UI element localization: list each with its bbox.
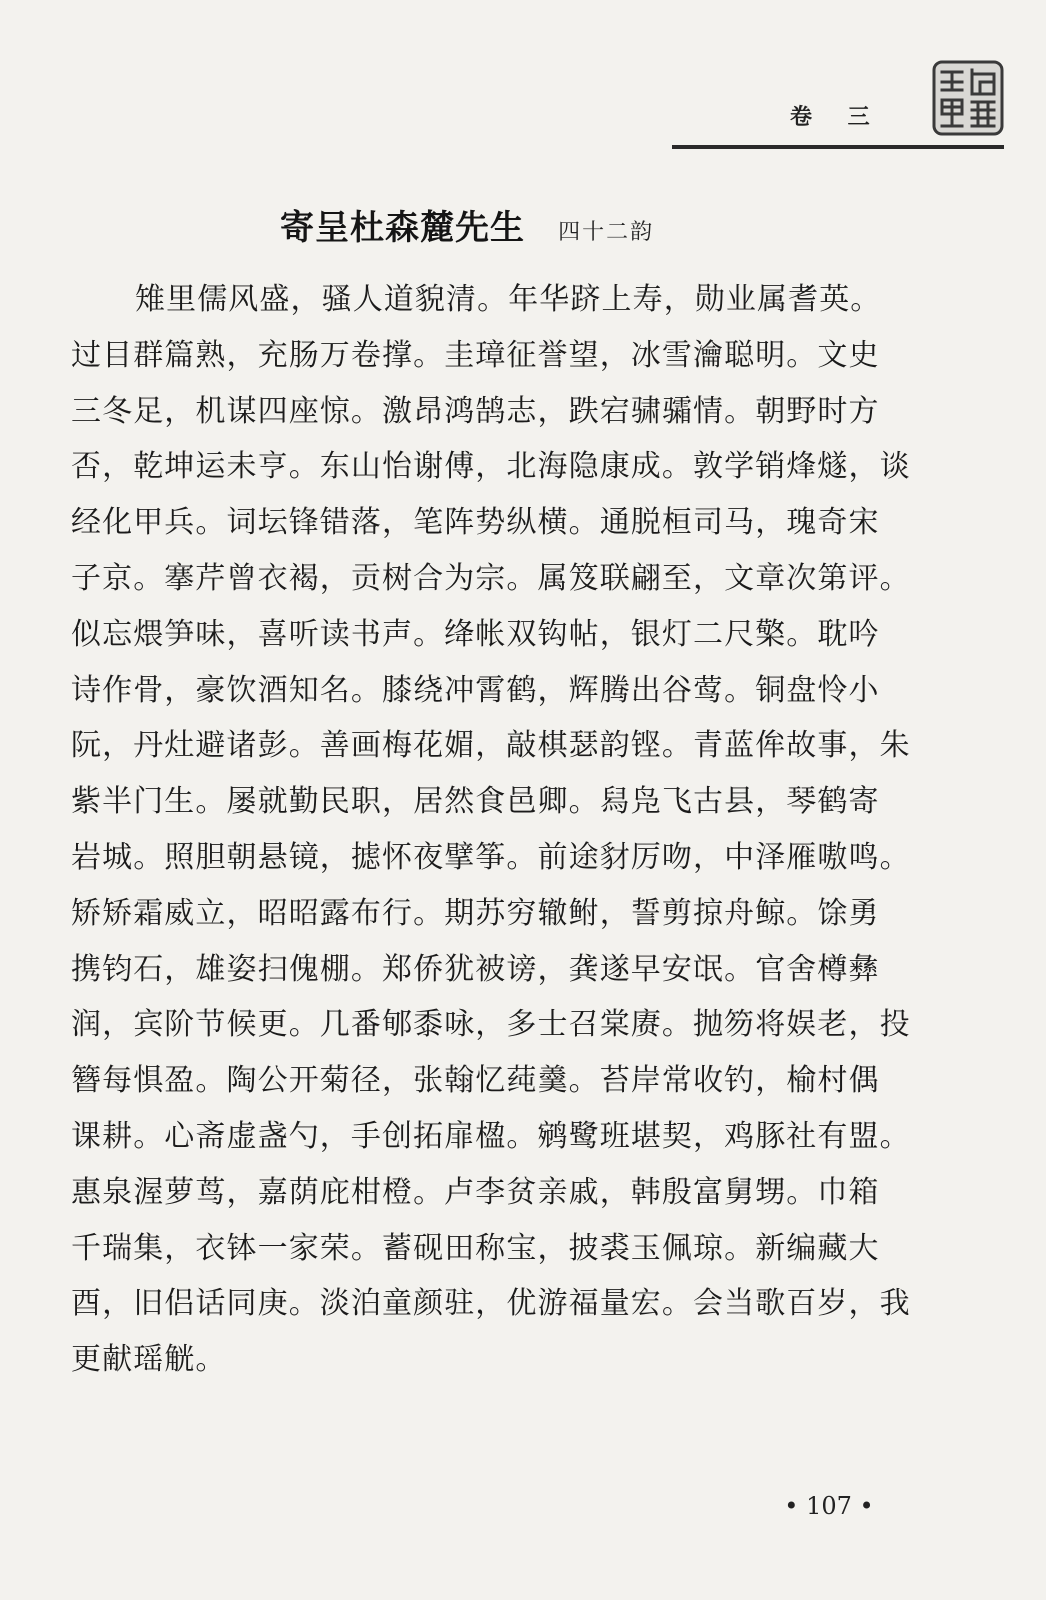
header-rule bbox=[672, 145, 1004, 149]
poem-line: 课耕。心斋虚盏勺，手创拓扉楹。鹓鹭班堪契，鸡豚社有盟。 bbox=[71, 1118, 911, 1154]
poem-line: 携钧石，雄姿扫傀棚。郑侨犹被谤，龚遂早安氓。官舍樽彝 bbox=[71, 951, 880, 987]
poem-line: 子京。搴芹曾衣褐，贡树合为宗。属笈联翩至，文章次第评。 bbox=[71, 560, 911, 596]
poem-line: 惠泉渥萝茑，嘉荫庇柑橙。卢李贫亲戚，韩殷富舅甥。巾箱 bbox=[71, 1174, 880, 1210]
page-number: • 107 • bbox=[784, 1492, 874, 1520]
chapter-label: 卷 三 bbox=[790, 105, 884, 130]
poem-line: 否，乾坤运未亨。东山怡谢傅，北海隐康成。敦学销烽燧，谈 bbox=[71, 449, 911, 485]
poem-line: 矫矫霜威立，昭昭露布行。期苏穷辙鲋，誓剪掠舟鲸。馀勇 bbox=[71, 895, 880, 931]
poem-line: 酉，旧侣话同庚。淡泊童颜驻，优游福量宏。会当歌百岁，我 bbox=[71, 1286, 911, 1322]
poem-line: 润，宾阶节候更。几番郇黍咏，多士召棠赓。抛笏将娱老，投 bbox=[71, 1007, 911, 1043]
poem-title bbox=[280, 200, 654, 248]
poem-title-note: 四十二韵 bbox=[558, 220, 655, 245]
poem-title-main: 寄呈杜森麓先生 bbox=[280, 208, 525, 248]
poem-line: 雉里儒风盛，骚人道貌清。年华跻上寿，勋业属耆英。 bbox=[135, 282, 882, 317]
poem-line: 更献瑶觥。 bbox=[71, 1342, 227, 1378]
poem-line: 簪每惧盈。陶公开菊径，张翰忆莼羹。苔岸常收钓，榆村偶 bbox=[71, 1063, 880, 1099]
poem-line: 阮，丹灶避诸彭。善画梅花媚，敲棋瑟韵铿。青蓝侔故事，朱 bbox=[71, 728, 911, 764]
seal-stamp-icon bbox=[932, 60, 1004, 136]
poem-line: 似忘煨笋味，喜听读书声。绛帐双钩帖，银灯二尺檠。耽吟 bbox=[71, 616, 880, 652]
poem-line: 三冬足，机谋四座惊。激昂鸿鹄志，跌宕骕骦情。朝野时方 bbox=[71, 393, 880, 429]
poem-line: 经化甲兵。词坛锋错落，笔阵势纵横。通脱桓司马，瑰奇宋 bbox=[71, 505, 880, 541]
poem-body bbox=[71, 272, 911, 1388]
poem-line: 岩城。照胆朝悬镜，摅怀夜擘筝。前途豺厉吻，中泽雁嗷鸣。 bbox=[71, 839, 911, 875]
poem-line: 诗作骨，豪饮酒知名。膝绕冲霄鹤，辉腾出谷莺。铜盘怜小 bbox=[71, 672, 880, 708]
poem-line: 过目群篇熟，充肠万卷撑。圭璋征誉望，冰雪瀹聪明。文史 bbox=[71, 337, 880, 373]
poem-line: 紫半门生。屡就勤民职，居然食邑卿。舄凫飞古县，琴鹤寄 bbox=[71, 784, 880, 820]
poem-line: 千瑞集，衣钵一家荣。蓄砚田称宝，披裘玉佩琼。新编藏大 bbox=[71, 1230, 880, 1266]
